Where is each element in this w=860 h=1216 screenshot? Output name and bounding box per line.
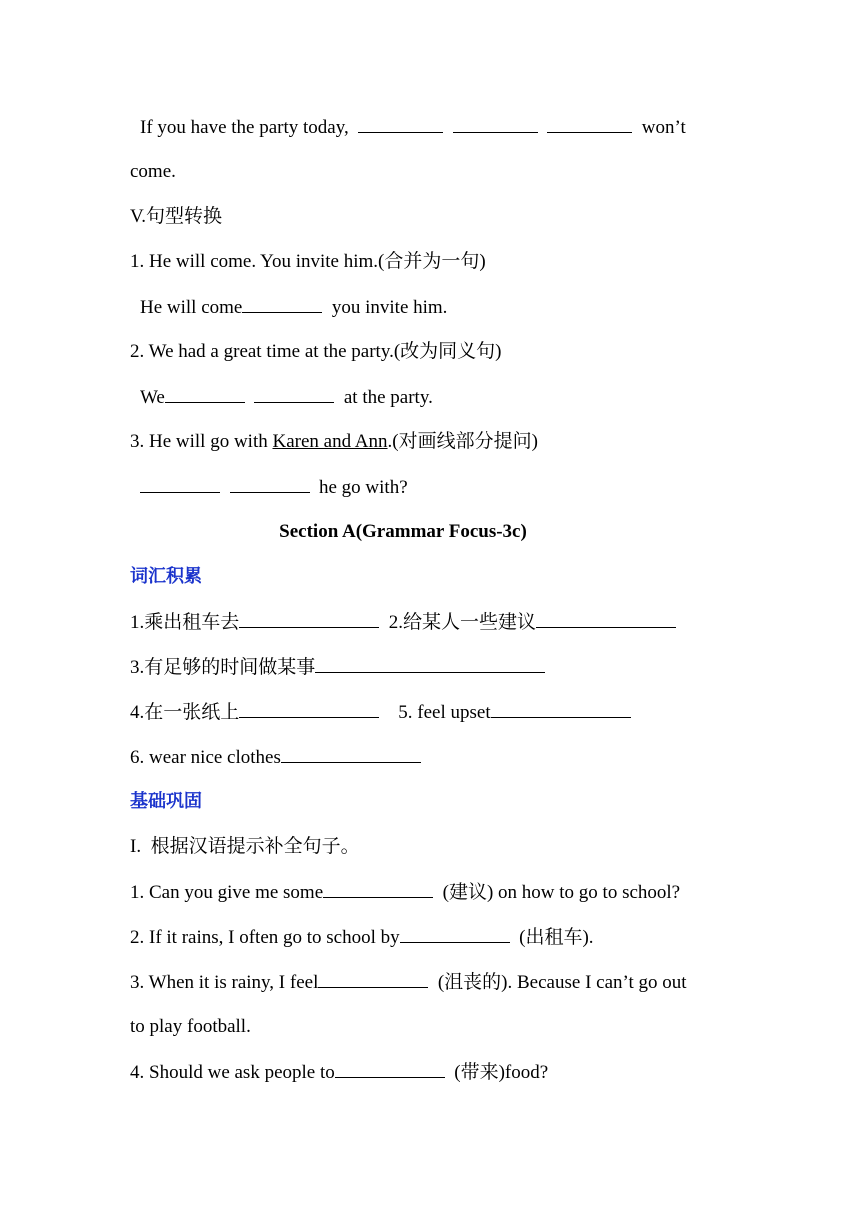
transform-answer-2: [140, 385, 750, 409]
sentence-text: (建议) on how to go to school?: [442, 882, 681, 903]
sentence-text: (出租车).: [519, 927, 594, 948]
answer-blank[interactable]: [254, 385, 334, 403]
conditional-question: [140, 115, 750, 139]
answer-text: he go with?: [319, 477, 408, 498]
basics-sentence-3-continuation: to play football.: [130, 1016, 251, 1037]
answer-blank[interactable]: [281, 745, 421, 763]
answer-blank[interactable]: [400, 925, 510, 943]
answer-blank[interactable]: [536, 610, 676, 628]
answer-blank[interactable]: [239, 700, 379, 718]
question-continuation: come.: [130, 161, 176, 182]
vocab-item: 1.乘出租车去: [130, 612, 240, 633]
vocab-row-2: [130, 655, 740, 679]
vocab-item: 4.在一张纸上: [130, 702, 240, 723]
section-title: V.句型转换: [130, 206, 223, 227]
basics-sentence-2: [130, 925, 740, 949]
transform-answer-3: [140, 475, 750, 499]
answer-blank[interactable]: [335, 1060, 445, 1078]
question-text: If you have the party today,: [140, 117, 349, 138]
vocab-item: 5. feel upset: [398, 702, 491, 723]
vocab-title: 词汇积累: [130, 566, 202, 587]
basics-sentence-4: [130, 1060, 740, 1084]
answer-text: at the party.: [343, 387, 433, 408]
underlined-part: Karen and Ann: [272, 431, 388, 452]
vocab-row-4: [130, 745, 740, 769]
basics-instruction: I. 根据汉语提示补全句子。: [130, 836, 360, 857]
transform-question-3: [130, 430, 740, 454]
answer-blank[interactable]: [547, 115, 632, 133]
answer-blank[interactable]: [230, 475, 310, 493]
basics-sentence-3: [130, 970, 740, 994]
answer-text: He will come: [140, 297, 243, 318]
basics-sentence-1: [130, 880, 740, 904]
answer-blank[interactable]: [358, 115, 443, 133]
basics-title: 基础巩固: [130, 791, 202, 812]
vocab-row-1: [130, 610, 740, 634]
vocab-item: 6. wear nice clothes: [130, 747, 281, 768]
sentence-text: 2. If it rains, I often go to school by: [130, 927, 400, 948]
question-text: .(对画线部分提问): [387, 431, 538, 452]
transform-question-1: 1. He will come. You invite him.(合并为一句): [130, 251, 486, 272]
answer-text: We: [140, 387, 165, 408]
answer-blank[interactable]: [239, 610, 379, 628]
question-text: won’t: [641, 117, 686, 138]
answer-text: you invite him.: [331, 297, 448, 318]
answer-blank[interactable]: [242, 295, 322, 313]
sentence-text: 4. Should we ask people to: [130, 1062, 335, 1083]
sentence-text: (沮丧的). Because I can’t go out: [437, 972, 687, 993]
vocab-item: 3.有足够的时间做某事: [130, 657, 316, 678]
vocab-row-3: [130, 700, 740, 724]
answer-blank[interactable]: [315, 655, 545, 673]
answer-blank[interactable]: [323, 880, 433, 898]
answer-blank[interactable]: [453, 115, 538, 133]
answer-blank[interactable]: [140, 475, 220, 493]
transform-answer-1: [140, 295, 750, 319]
answer-blank[interactable]: [318, 970, 428, 988]
answer-blank[interactable]: [491, 700, 631, 718]
question-text: 3. He will go with: [130, 431, 273, 452]
sentence-text: 3. When it is rainy, I feel: [130, 972, 319, 993]
vocab-item: 2.给某人一些建议: [388, 612, 537, 633]
section-heading: Section A(Grammar Focus-3c): [279, 521, 527, 542]
transform-question-2: 2. We had a great time at the party.(改为同义句): [130, 341, 502, 362]
sentence-text: (带来)food?: [454, 1062, 549, 1083]
sentence-text: 1. Can you give me some: [130, 882, 324, 903]
answer-blank[interactable]: [165, 385, 245, 403]
